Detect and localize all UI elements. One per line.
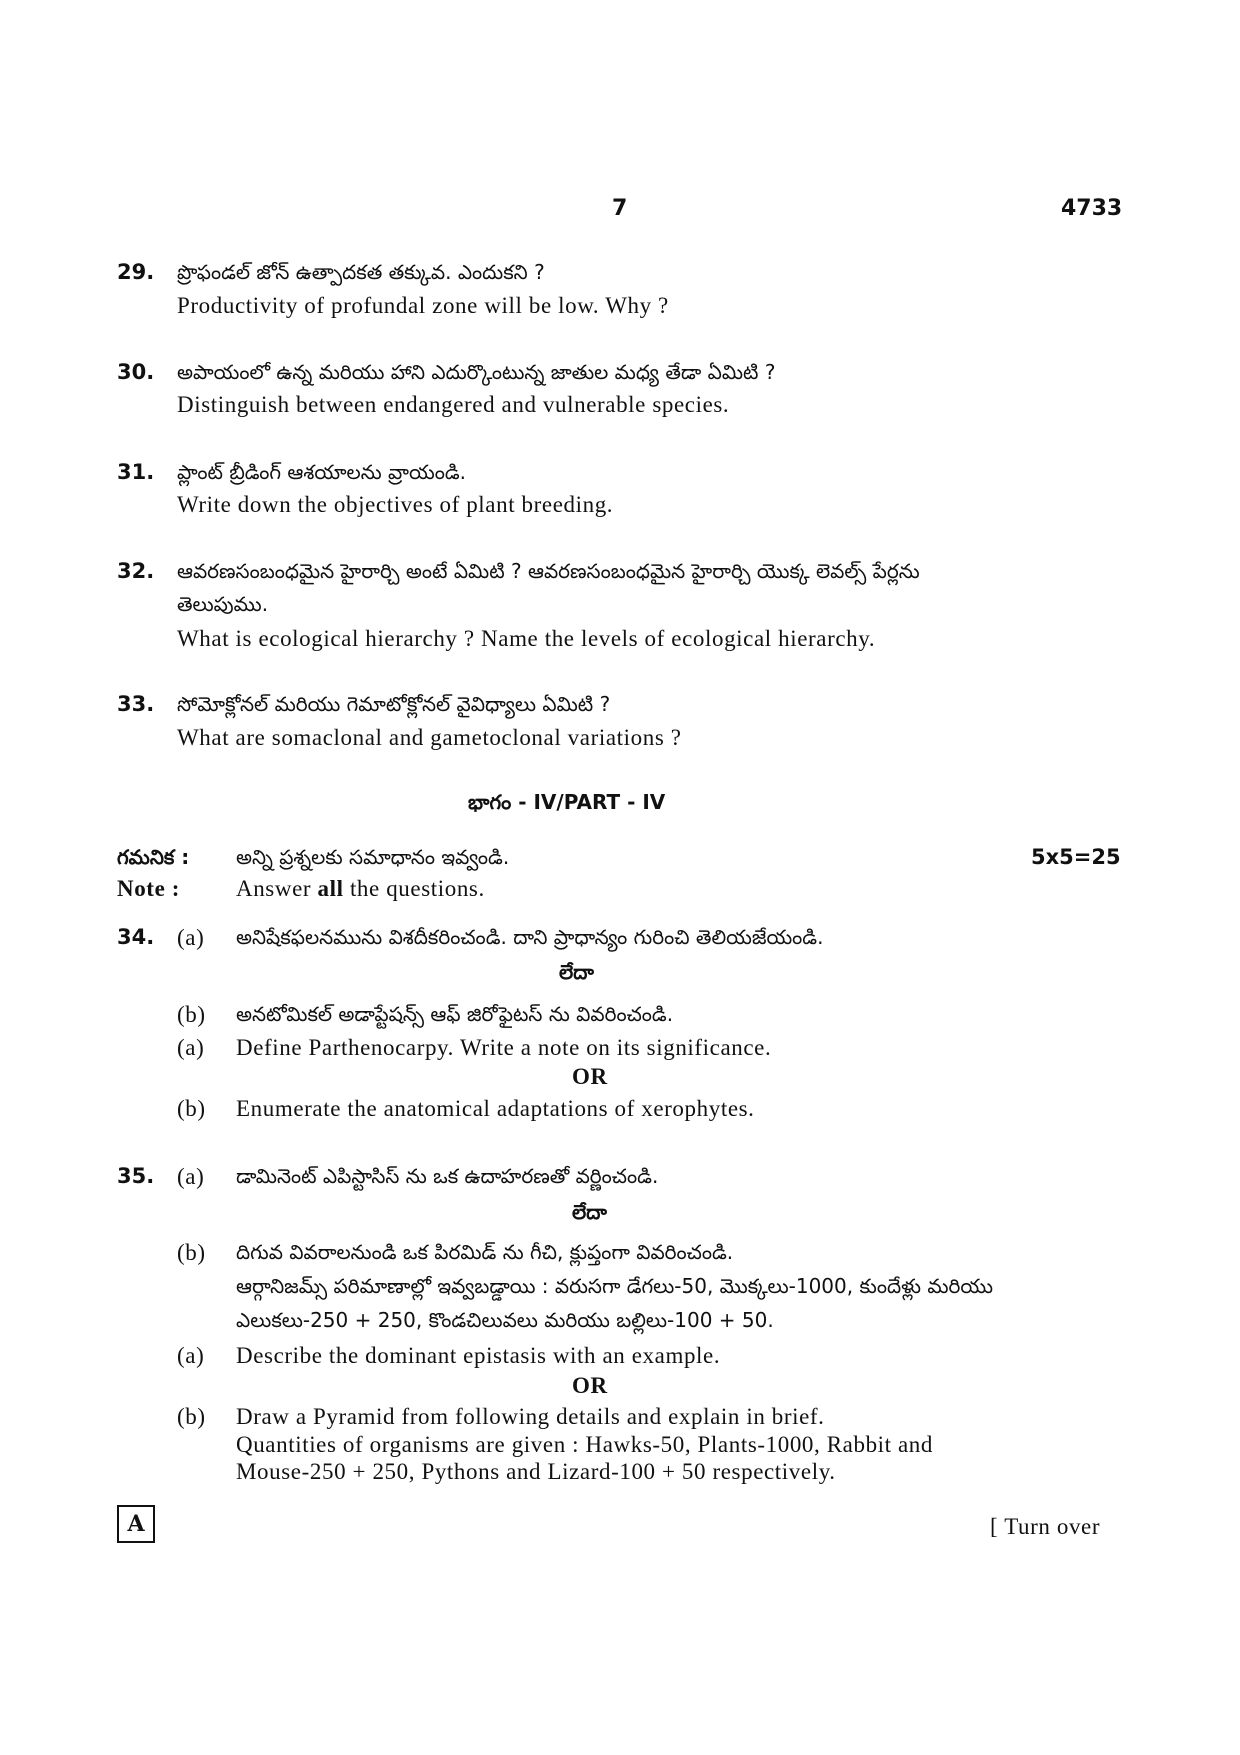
paper-code: 4733 <box>1061 196 1123 221</box>
option-b-telugu-line3: ఎలుకలు-250 + 250, కొండచిలువలు మరియు బల్లిలు-100 + 50. <box>236 1308 774 1332</box>
option-a-english: Define Parthenocarpy. Write a note on its significance. <box>236 1035 772 1060</box>
option-b-english: Draw a Pyramid from following details and explain in brief. <box>236 1404 825 1429</box>
option-label: (b) <box>177 1404 206 1429</box>
question-number: 32. <box>117 559 155 583</box>
option-label: (b) <box>177 1002 206 1027</box>
question-text-telugu: ప్రొఫండల్ జోన్ ఉత్పాదకత తక్కువ. ఎందుకని ? <box>177 260 545 284</box>
note-text-telugu: అన్ని ప్రశ్నలకు సమాధానం ఇవ్వండి. <box>236 845 510 869</box>
question-text-telugu: అపాయంలో ఉన్న మరియు హాని ఎదుర్కొంటున్న జాతుల మధ్య తేడా ఏమిటి ? <box>177 360 776 384</box>
question-text-telugu: ప్లాంట్ బ్రీడింగ్ ఆశయాలను వ్రాయండి. <box>177 460 466 484</box>
turn-over: [ Turn over <box>990 1514 1101 1539</box>
option-a-english: Describe the dominant epistasis with an example. <box>236 1343 721 1368</box>
page-number: 7 <box>612 196 628 221</box>
question-text-english: Write down the objectives of plant breeding. <box>177 492 614 517</box>
or-english: OR <box>572 1064 608 1089</box>
question-number: 30. <box>117 360 155 384</box>
series-box: A <box>117 1505 155 1543</box>
or-telugu: లేదా <box>559 960 594 984</box>
option-b-english-line3: Mouse-250 + 250, Pythons and Lizard-100 + 50 respectively. <box>236 1459 836 1484</box>
option-b-telugu-line2: ఆర్గానిజమ్స్ పరిమాణాల్లో ఇవ్వబడ్డాయి : వరుసగా డేగలు-50, మొక్కలు-1000, కుందేళ్లు మరియు <box>236 1274 994 1298</box>
option-b-telugu: దిగువ వివరాలనుండి ఒక పిరమిడ్ ను గీచి, క్లుప్తంగా వివరించండి. <box>236 1240 734 1264</box>
option-label: (b) <box>177 1096 206 1121</box>
question-text-english: Distinguish between endangered and vulnerable species. <box>177 392 730 417</box>
question-text-telugu: ఆవరణసంబంధమైన హైరార్చి అంటే ఏమిటి ? ఆవరణసంబంధమైన హైరార్చి యొక్క లెవల్స్ పేర్లను <box>177 559 920 583</box>
part-heading: భాగం - IV/PART - IV <box>468 790 666 814</box>
option-label: (a) <box>177 1343 205 1368</box>
question-number: 31. <box>117 460 155 484</box>
or-telugu: లేదా <box>572 1200 607 1224</box>
question-number: 29. <box>117 260 155 284</box>
option-label: (a) <box>177 1164 205 1189</box>
marks: 5x5=25 <box>1031 845 1121 869</box>
question-text-english: What is ecological hierarchy ? Name the levels of ecological hierarchy. <box>177 626 876 651</box>
question-text-english: Productivity of profundal zone will be low. Why ? <box>177 293 669 318</box>
option-label: (a) <box>177 1035 205 1060</box>
or-english: OR <box>572 1373 608 1398</box>
note-label-english: Note : <box>117 876 180 901</box>
option-b-english-line2: Quantities of organisms are given : Hawks-50, Plants-1000, Rabbit and <box>236 1432 934 1457</box>
question-text-telugu: సోమోక్లోనల్ మరియు గెమాటోక్లోనల్ వైవిధ్యాలు ఏమిటి ? <box>177 692 611 716</box>
option-b-telugu: అనటోమికల్ అడాప్టేషన్స్ ఆఫ్ జిరోఫైటస్ ను వివరించండి. <box>236 1002 674 1026</box>
question-number: 34. <box>117 925 155 949</box>
option-a-telugu: అనిషేకఫలనమును విశదీకరించండి. దాని ప్రాధాన్యం గురించి తెలియజేయండి. <box>236 925 824 949</box>
question-text-telugu-cont: తెలుపుము. <box>177 592 269 616</box>
option-a-telugu: డామినెంట్ ఎపిస్టాసిస్ ను ఒక ఉదాహరణతో వర్ణించండి. <box>236 1164 659 1188</box>
option-label: (b) <box>177 1240 206 1265</box>
question-number: 35. <box>117 1164 155 1188</box>
option-b-english: Enumerate the anatomical adaptations of xerophytes. <box>236 1096 755 1121</box>
question-text-english: What are somaclonal and gametoclonal variations ? <box>177 725 682 750</box>
note-text-english: Answer all the questions. <box>236 876 485 901</box>
note-label-telugu: గమనిక : <box>117 845 190 869</box>
question-number: 33. <box>117 692 155 716</box>
option-label: (a) <box>177 925 205 950</box>
